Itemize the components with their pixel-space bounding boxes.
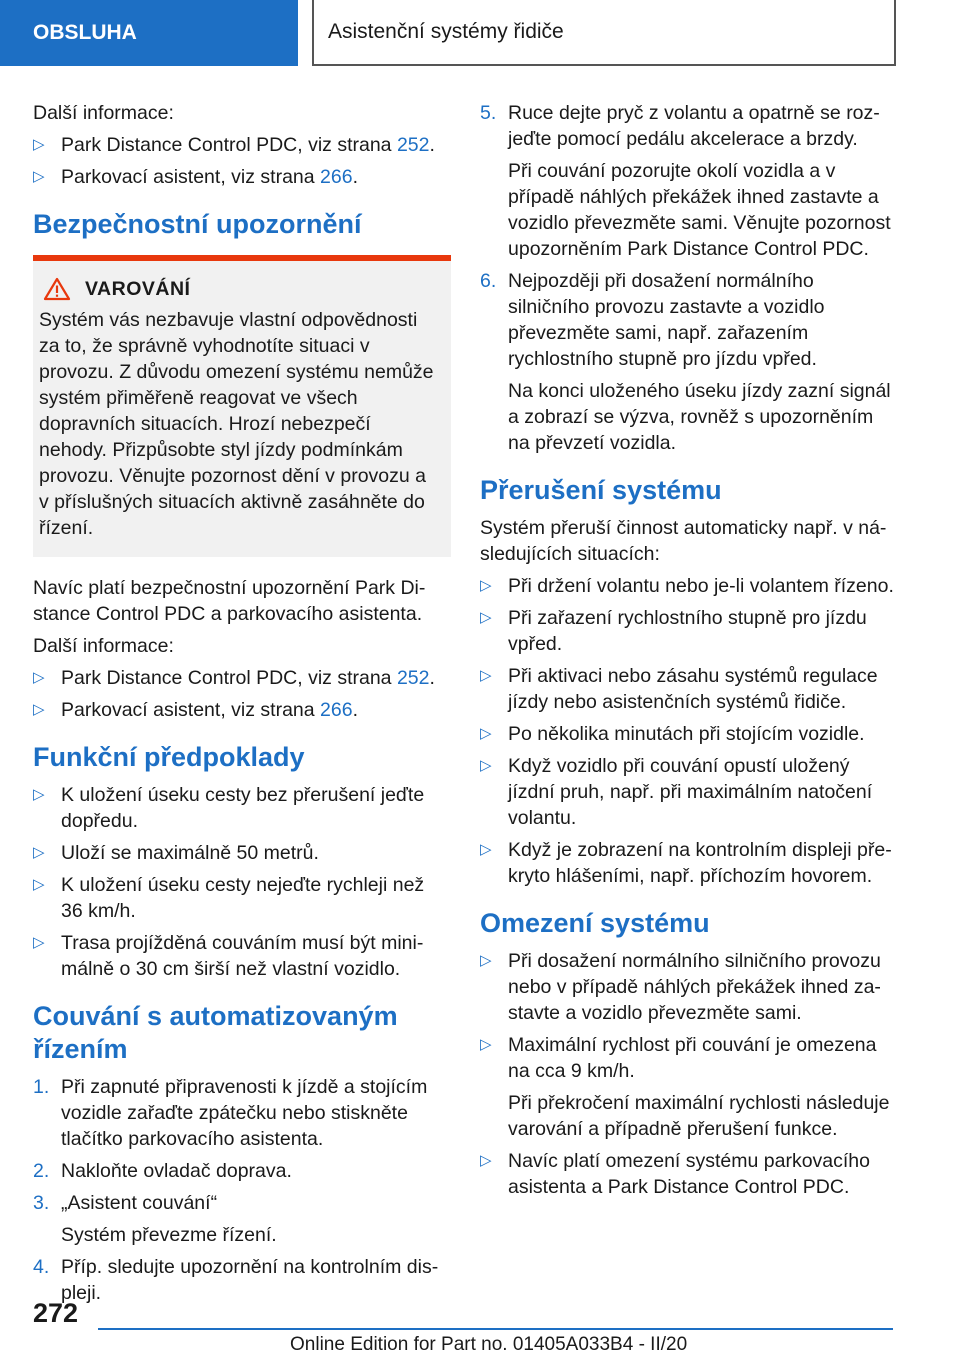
triangle-bullet-icon: ▷ <box>33 844 45 861</box>
step-number: 4. <box>33 1256 50 1278</box>
prereq-list <box>33 782 451 982</box>
step-item: 1. Při zapnuté připravenosti k jízdě a stojícím vozidle zařaďte zpátečku nebo stiskněte tlačítko parkovacího asistenta. <box>33 1076 428 1150</box>
page-link[interactable]: 266 <box>320 166 353 188</box>
footer-divider <box>98 1328 893 1330</box>
warning-box <box>33 255 451 557</box>
triangle-bullet-icon: ▷ <box>33 786 45 803</box>
item-note: Při překročení maximální rychlosti následuje varování a případně přerušení funkce. <box>508 1092 890 1140</box>
warning-triangle-icon <box>43 277 71 301</box>
step-note: Systém převezme řízení. <box>61 1224 277 1246</box>
prereq-heading: Funkční předpoklady <box>33 742 305 772</box>
list-item: ▷ Při zařazení rychlostního stupně pro jízdu vpřed. <box>480 607 867 655</box>
warning-header <box>39 277 439 301</box>
more-info-label: Další informace: <box>33 102 174 124</box>
triangle-bullet-icon: ▷ <box>33 701 45 718</box>
list-item: ▷ Po několika minutách při stojícím vozidle. <box>480 723 865 745</box>
step-note: Při couvání pozorujte okolí vozidla a v případě náhlých překážek ihned zastavte a vozidlo převezměte sami. Věnujte pozornost upozorněním Park Distance Control PDC. <box>508 160 891 260</box>
step-item: 4. Příp. sledujte upozornění na kontrolním displeji. <box>33 1256 439 1304</box>
step-number: 3. <box>33 1192 50 1214</box>
page-link[interactable]: 266 <box>320 699 353 721</box>
triangle-bullet-icon: ▷ <box>33 168 45 185</box>
step-item: 3. „Asistent couvání“ Systém převezme řízení. <box>33 1190 451 1248</box>
triangle-bullet-icon: ▷ <box>33 136 45 153</box>
limits-list <box>480 948 898 1200</box>
warning-title: VAROVÁNÍ <box>85 277 191 300</box>
triangle-bullet-icon: ▷ <box>33 876 45 893</box>
triangle-bullet-icon: ▷ <box>480 609 492 626</box>
interrupt-heading: Přerušení systému <box>480 475 722 505</box>
step-number: 6. <box>480 270 497 292</box>
step-number: 1. <box>33 1076 50 1098</box>
more-info-list <box>33 665 451 723</box>
triangle-bullet-icon: ▷ <box>480 757 492 774</box>
triangle-bullet-icon: ▷ <box>480 1152 492 1169</box>
step-number: 2. <box>33 1160 50 1182</box>
reverse-steps <box>33 1074 451 1306</box>
warning-text: Systém vás nezbavuje vlastní odpovědnosti za to, že správně vyhodnotíte situaci v provozu. Z důvodu omezení systému nemůže systém přiměřeně reagovat ve všech dopravních situacích. Hrozí nebezpečí nehody. Přizpůsobte styl jízdy podmínkám provozu. Věnujte pozornost dění v provozu a v příslušných situacích aktivně zasáhněte do řízení. <box>39 309 434 539</box>
page-number: 272 <box>33 1298 79 1328</box>
step-number: 5. <box>480 102 497 124</box>
list-item: ▷ Park Distance Control PDC, viz strana 252. <box>33 134 435 156</box>
interrupt-intro: Systém přeruší činnost automaticky např. v následujících situacích: <box>480 517 887 565</box>
list-item: ▷ Při držení volantu nebo je-li volantem řízeno. <box>480 575 894 597</box>
chapter-title: Asistenční systémy řidiče <box>312 0 896 66</box>
list-item: ▷ Maximální rychlost při couvání je omezena na cca 9 km/h. Při překročení maximální rychlosti následuje varování a případně přerušení funkce. <box>480 1032 898 1142</box>
page-header <box>0 0 960 66</box>
reverse-heading: Couvání s automatizovaným řízením <box>33 1001 398 1064</box>
interrupt-list <box>480 573 898 889</box>
also-valid-text: Navíc platí bezpečnostní upozornění Park Distance Control PDC a parkovacího asistenta. <box>33 577 426 625</box>
list-item: ▷ Při aktivaci nebo zásahu systémů regulace jízdy nebo asistenčních systémů řidiče. <box>480 665 878 713</box>
triangle-bullet-icon: ▷ <box>480 1036 492 1053</box>
more-info-label: Další informace: <box>33 635 174 657</box>
limits-heading: Omezení systému <box>480 908 710 938</box>
list-item: ▷ Při dosažení normálního silničního provozu nebo v případě náhlých překážek ihned zastavte a vozidlo převezměte sami. <box>480 950 881 1024</box>
step-note: Na konci uloženého úseku jízdy zazní signál a zobrazí se výzva, rovněž s upozorněním na převzetí vozidla. <box>508 380 891 454</box>
list-item: ▷ Když vozidlo při couvání opustí uložený jízdní pruh, např. při maximálním natočení volantu. <box>480 755 873 829</box>
right-column <box>480 100 898 1206</box>
triangle-bullet-icon: ▷ <box>33 934 45 951</box>
list-item: ▷ Park Distance Control PDC, viz strana 252. <box>33 667 435 689</box>
list-item: ▷ Trasa projížděná couváním musí být minimálně o 30 cm širší než vlastní vozidlo. <box>33 932 424 980</box>
safety-heading: Bezpečnostní upozornění <box>33 209 362 239</box>
step-item: 5. Ruce dejte pryč z volantu a opatrně se rozjeďte pomocí pedálu akcelerace a brzdy. Při couvání pozorujte okolí vozidla a v případě náhlých překážek ihned zastavte a vozidlo převezměte sami. Věnujte pozornost upozorněním Park Distance Control PDC. <box>480 100 898 262</box>
list-item: ▷ K uložení úseku cesty bez přerušení jeďte dopředu. <box>33 784 425 832</box>
left-column <box>33 100 451 1312</box>
list-item: ▷ K uložení úseku cesty nejeďte rychleji než 36 km/h. <box>33 874 425 922</box>
reverse-steps-continued <box>480 100 898 456</box>
section-tab: OBSLUHA <box>0 0 298 66</box>
page-link[interactable]: 252 <box>396 667 430 689</box>
triangle-bullet-icon: ▷ <box>480 725 492 742</box>
triangle-bullet-icon: ▷ <box>480 667 492 684</box>
triangle-bullet-icon: ▷ <box>480 952 492 969</box>
list-item: ▷ Když je zobrazení na kontrolním displeji překryto hlášeními, např. příchozím hovorem. <box>480 839 892 887</box>
triangle-bullet-icon: ▷ <box>480 577 492 594</box>
step-item: 6. Nejpozději při dosažení normálního silničního provozu zastavte a vozidlo převezměte sami, např. zařazením rychlostního stupně pro jízdu vpřed. Na konci uloženého úseku jízdy zazní signál a zobrazí se výzva, rovněž s upozorněním na převzetí vozidla. <box>480 268 898 456</box>
edition-text: Online Edition for Part no. 01405A033B4 - II/20 <box>290 1334 688 1355</box>
triangle-bullet-icon: ▷ <box>480 841 492 858</box>
step-item: 2. Nakloňte ovladač doprava. <box>33 1160 292 1182</box>
list-item: ▷ Parkovací asistent, viz strana 266. <box>33 699 358 721</box>
triangle-bullet-icon: ▷ <box>33 669 45 686</box>
list-item: ▷ Navíc platí omezení systému parkovacího asistenta a Park Distance Control PDC. <box>480 1150 870 1198</box>
list-item: ▷ Uloží se maximálně 50 metrů. <box>33 842 319 864</box>
more-info-list <box>33 132 451 190</box>
page-link[interactable]: 252 <box>396 134 430 156</box>
list-item: ▷ Parkovací asistent, viz strana 266. <box>33 166 358 188</box>
